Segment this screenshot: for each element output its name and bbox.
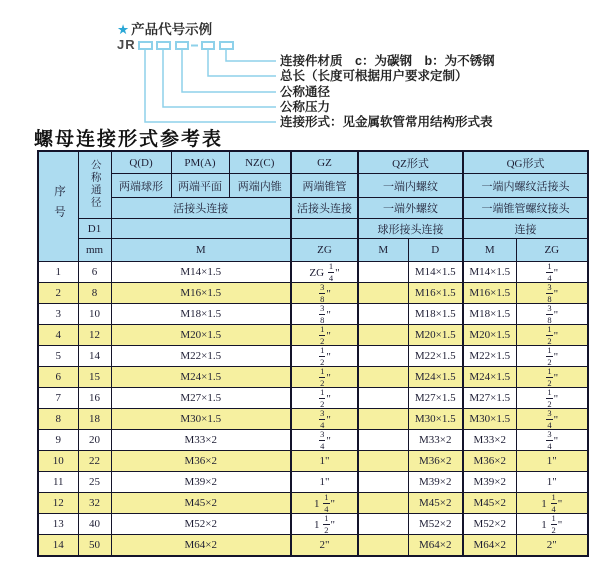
fraction: $\frac{1}{4}$ (324, 492, 329, 514)
cell-qz-m (358, 430, 408, 451)
cell-mm: 50 (78, 535, 111, 557)
star-icon: ★ (117, 22, 130, 37)
cell-qg-m: M30×1.5 (463, 409, 516, 430)
table-row (38, 493, 588, 514)
cell-qz-m (358, 304, 408, 325)
header-d1: D1 (78, 219, 111, 239)
cell-seq: 11 (38, 472, 78, 493)
code-box-2 (157, 42, 170, 49)
product-code-prefix: JR (117, 37, 136, 52)
cell-m: M20×1.5 (111, 325, 291, 346)
header-qz-connection: 球形接头连接 (358, 219, 463, 239)
cell-qg-zg: 2" (516, 535, 588, 557)
cell-qg-zg: $\frac{1}{2}$ " (516, 346, 588, 367)
fraction: $\frac{1}{2}$ (324, 513, 329, 535)
fraction: $\frac{1}{2}$ (320, 345, 325, 367)
cell-seq: 9 (38, 430, 78, 451)
cell-gz: 1 $\frac{1}{4}$ " (291, 493, 358, 514)
cell-qg-zg: $\frac{3}{8}$ " (516, 304, 588, 325)
cell-mm: 15 (78, 367, 111, 388)
cell-qz-d: M64×2 (408, 535, 463, 557)
table-row (38, 346, 588, 367)
header-col-pm: PM(A) (171, 151, 229, 174)
fraction: $\frac{1}{2}$ (547, 324, 552, 346)
connector-line-2 (163, 49, 276, 107)
cell-qg-m: M45×2 (463, 493, 516, 514)
connector-line-4 (208, 49, 276, 76)
page-title: 螺母连接形式参考表 (34, 129, 224, 150)
cell-seq: 6 (38, 367, 78, 388)
table-row (38, 367, 588, 388)
cell-gz: 2" (291, 535, 358, 557)
cell-qg-zg: $\frac{1}{2}$ " (516, 388, 588, 409)
cell-m: M22×1.5 (111, 346, 291, 367)
table-row (38, 430, 588, 451)
header-qg-m: M (463, 239, 516, 262)
cell-qg-m: M39×2 (463, 472, 516, 493)
fraction: $\frac{3}{4}$ (320, 429, 325, 451)
fraction: $\frac{1}{2}$ (320, 324, 325, 346)
header-nz-desc: 两端内锥 (229, 174, 291, 198)
table-header (38, 151, 588, 262)
cell-qz-m (358, 346, 408, 367)
header-col-nz: NZ(C) (229, 151, 291, 174)
cell-m: M30×1.5 (111, 409, 291, 430)
cell-qz-d: M22×1.5 (408, 346, 463, 367)
fraction: $\frac{3}{8}$ (547, 303, 552, 325)
cell-qz-d: M52×2 (408, 514, 463, 535)
fraction: $\frac{3}{4}$ (320, 408, 325, 430)
code-label-material: 连接件材质 c：为碳钢 b：为不锈钢 (280, 54, 495, 68)
cell-seq: 4 (38, 325, 78, 346)
code-label-pressure: 公称压力 (280, 100, 331, 114)
table-row (38, 262, 588, 283)
cell-qg-m: M22×1.5 (463, 346, 516, 367)
connector-line-1 (145, 49, 276, 122)
cell-m: M27×1.5 (111, 388, 291, 409)
fraction: $\frac{1}{2}$ (547, 387, 552, 409)
header-qz-m: M (358, 239, 408, 262)
cell-qg-m: M64×2 (463, 535, 516, 557)
code-label-diameter: 公称通径 (280, 85, 331, 99)
header-blank-left (111, 219, 291, 239)
header-col-qg: QG形式 (463, 151, 588, 174)
cell-qz-d: M16×1.5 (408, 283, 463, 304)
cell-qz-d: M18×1.5 (408, 304, 463, 325)
cell-m: M18×1.5 (111, 304, 291, 325)
header-nominal-diameter: 公称通径 (78, 151, 111, 219)
fraction: $\frac{3}{4}$ (547, 429, 552, 451)
cell-gz: $\frac{1}{2}$ " (291, 388, 358, 409)
cell-qz-m (358, 388, 408, 409)
header-row-2 (38, 174, 588, 198)
header-q-desc: 两端球形 (111, 174, 171, 198)
header-row-4 (38, 219, 588, 239)
cell-qg-zg: $\frac{1}{2}$ " (516, 367, 588, 388)
cell-m: M24×1.5 (111, 367, 291, 388)
header-seq: 序号 (38, 151, 78, 262)
table-row (38, 325, 588, 346)
header-row-3 (38, 198, 588, 219)
cell-gz: $\frac{3}{4}$ " (291, 430, 358, 451)
table-row (38, 283, 588, 304)
cell-m: M33×2 (111, 430, 291, 451)
table-row (38, 514, 588, 535)
fraction: $\frac{1}{4}$ (328, 261, 334, 283)
fraction: $\frac{1}{2}$ (547, 366, 552, 388)
cell-qg-m: M27×1.5 (463, 388, 516, 409)
cell-qz-m (358, 262, 408, 283)
fraction: $\frac{1}{4}$ (551, 492, 556, 514)
header-union-connection: 活接头连接 (111, 198, 291, 219)
connector-line-3 (182, 49, 276, 92)
cell-qz-d: M33×2 (408, 430, 463, 451)
cell-qg-zg: $\frac{3}{4}$ " (516, 409, 588, 430)
code-box-4 (202, 42, 214, 49)
cell-mm: 6 (78, 262, 111, 283)
header-qz-desc1: 一端内螺纹 (358, 174, 463, 198)
fraction: $\frac{3}{8}$ (547, 282, 552, 304)
header-qg-zg: ZG (516, 239, 588, 262)
cell-m: M64×2 (111, 535, 291, 557)
header-qz-desc2: 一端外螺纹 (358, 198, 463, 219)
cell-qz-d: M24×1.5 (408, 367, 463, 388)
code-box-1 (139, 42, 152, 49)
cell-qz-d: M27×1.5 (408, 388, 463, 409)
cell-seq: 5 (38, 346, 78, 367)
table-body (38, 262, 588, 557)
cell-qz-m (358, 493, 408, 514)
cell-qz-m (358, 514, 408, 535)
cell-mm: 22 (78, 451, 111, 472)
cell-qz-m (358, 367, 408, 388)
nut-connection-table (37, 150, 589, 557)
header-gz-connection: 活接头连接 (291, 198, 358, 219)
cell-mm: 8 (78, 283, 111, 304)
cell-m: M45×2 (111, 493, 291, 514)
cell-mm: 32 (78, 493, 111, 514)
cell-mm: 10 (78, 304, 111, 325)
cell-qz-m (358, 283, 408, 304)
cell-qg-zg: $\frac{3}{8}$ " (516, 283, 588, 304)
cell-seq: 13 (38, 514, 78, 535)
cell-qz-m (358, 325, 408, 346)
cell-qg-m: M16×1.5 (463, 283, 516, 304)
cell-qz-m (358, 451, 408, 472)
header-row-5 (38, 239, 588, 262)
header-qg-desc1: 一端内螺纹活接头 (463, 174, 588, 198)
header-zg: ZG (291, 239, 358, 262)
cell-qg-zg: 1" (516, 472, 588, 493)
cell-qz-d: M39×2 (408, 472, 463, 493)
fraction: $\frac{1}{4}$ (547, 261, 552, 283)
cell-qg-zg: $\frac{3}{4}$ " (516, 430, 588, 451)
cell-mm: 40 (78, 514, 111, 535)
cell-gz: $\frac{1}{2}$ " (291, 346, 358, 367)
cell-qg-zg: $\frac{1}{2}$ " (516, 325, 588, 346)
cell-qz-d: M14×1.5 (408, 262, 463, 283)
cell-gz: 1" (291, 472, 358, 493)
cell-m: M14×1.5 (111, 262, 291, 283)
cell-qg-zg: $\frac{1}{4}$ " (516, 262, 588, 283)
header-qg-desc2: 一端锥管螺纹接头 (463, 198, 588, 219)
code-box-5 (220, 42, 233, 49)
fraction: $\frac{3}{8}$ (320, 282, 325, 304)
cell-gz: $\frac{3}{8}$ " (291, 304, 358, 325)
cell-seq: 7 (38, 388, 78, 409)
table-row (38, 451, 588, 472)
cell-qg-m: M36×2 (463, 451, 516, 472)
cell-qg-zg: 1 $\frac{1}{2}$ " (516, 514, 588, 535)
cell-mm: 12 (78, 325, 111, 346)
fraction: $\frac{3}{4}$ (547, 408, 552, 430)
header-qz-d: D (408, 239, 463, 262)
cell-qz-m (358, 409, 408, 430)
cell-qg-m: M18×1.5 (463, 304, 516, 325)
cell-mm: 14 (78, 346, 111, 367)
cell-qg-m: M33×2 (463, 430, 516, 451)
cell-mm: 20 (78, 430, 111, 451)
cell-qz-d: M30×1.5 (408, 409, 463, 430)
code-box-3 (176, 42, 188, 49)
header-col-q: Q(D) (111, 151, 171, 174)
cell-seq: 8 (38, 409, 78, 430)
cell-seq: 2 (38, 283, 78, 304)
cell-m: M16×1.5 (111, 283, 291, 304)
diagram-heading (117, 18, 212, 38)
fraction: $\frac{1}{2}$ (551, 513, 556, 535)
cell-qz-m (358, 535, 408, 557)
header-row-1 (38, 151, 588, 174)
header-gz-desc: 两端锥管 (291, 174, 358, 198)
cell-seq: 10 (38, 451, 78, 472)
cell-qg-zg: 1 $\frac{1}{4}$ " (516, 493, 588, 514)
header-blank-gz (291, 219, 358, 239)
header-col-qz: QZ形式 (358, 151, 463, 174)
cell-qz-m (358, 472, 408, 493)
connector-line-5 (226, 49, 276, 61)
table-row (38, 535, 588, 557)
header-pm-desc: 两端平面 (171, 174, 229, 198)
fraction: $\frac{1}{2}$ (547, 345, 552, 367)
header-mm: mm (78, 239, 111, 262)
table-row (38, 472, 588, 493)
diagram-heading-text: 产品代号示例 (131, 22, 213, 37)
cell-seq: 1 (38, 262, 78, 283)
cell-gz: $\frac{1}{2}$ " (291, 367, 358, 388)
cell-qz-d: M20×1.5 (408, 325, 463, 346)
cell-gz: 1" (291, 451, 358, 472)
cell-qg-m: M20×1.5 (463, 325, 516, 346)
code-label-connection: 连接形式：见金属软管常用结构形式表 (280, 115, 493, 129)
cell-mm: 16 (78, 388, 111, 409)
cell-gz: ZG $\frac{1}{4}$ " (291, 262, 358, 283)
cell-qg-m: M14×1.5 (463, 262, 516, 283)
cell-seq: 3 (38, 304, 78, 325)
cell-gz: $\frac{3}{8}$ " (291, 283, 358, 304)
table-row (38, 388, 588, 409)
cell-qz-d: M36×2 (408, 451, 463, 472)
cell-m: M36×2 (111, 451, 291, 472)
cell-m: M39×2 (111, 472, 291, 493)
fraction: $\frac{3}{8}$ (320, 303, 325, 325)
fraction: $\frac{1}{2}$ (320, 387, 325, 409)
cell-qg-m: M52×2 (463, 514, 516, 535)
cell-seq: 14 (38, 535, 78, 557)
cell-gz: $\frac{1}{2}$ " (291, 325, 358, 346)
cell-qz-d: M45×2 (408, 493, 463, 514)
cell-mm: 25 (78, 472, 111, 493)
cell-seq: 12 (38, 493, 78, 514)
cell-m: M52×2 (111, 514, 291, 535)
table-row (38, 409, 588, 430)
cell-gz: 1 $\frac{1}{2}$ " (291, 514, 358, 535)
cell-mm: 18 (78, 409, 111, 430)
header-qg-connection: 连接 (463, 219, 588, 239)
fraction: $\frac{1}{2}$ (320, 366, 325, 388)
header-col-gz: GZ (291, 151, 358, 174)
cell-qg-m: M24×1.5 (463, 367, 516, 388)
table-row (38, 304, 588, 325)
header-m: M (111, 239, 291, 262)
cell-qg-zg: 1" (516, 451, 588, 472)
cell-gz: $\frac{3}{4}$ " (291, 409, 358, 430)
code-label-length: 总长（长度可根据用户要求定制） (280, 69, 468, 83)
